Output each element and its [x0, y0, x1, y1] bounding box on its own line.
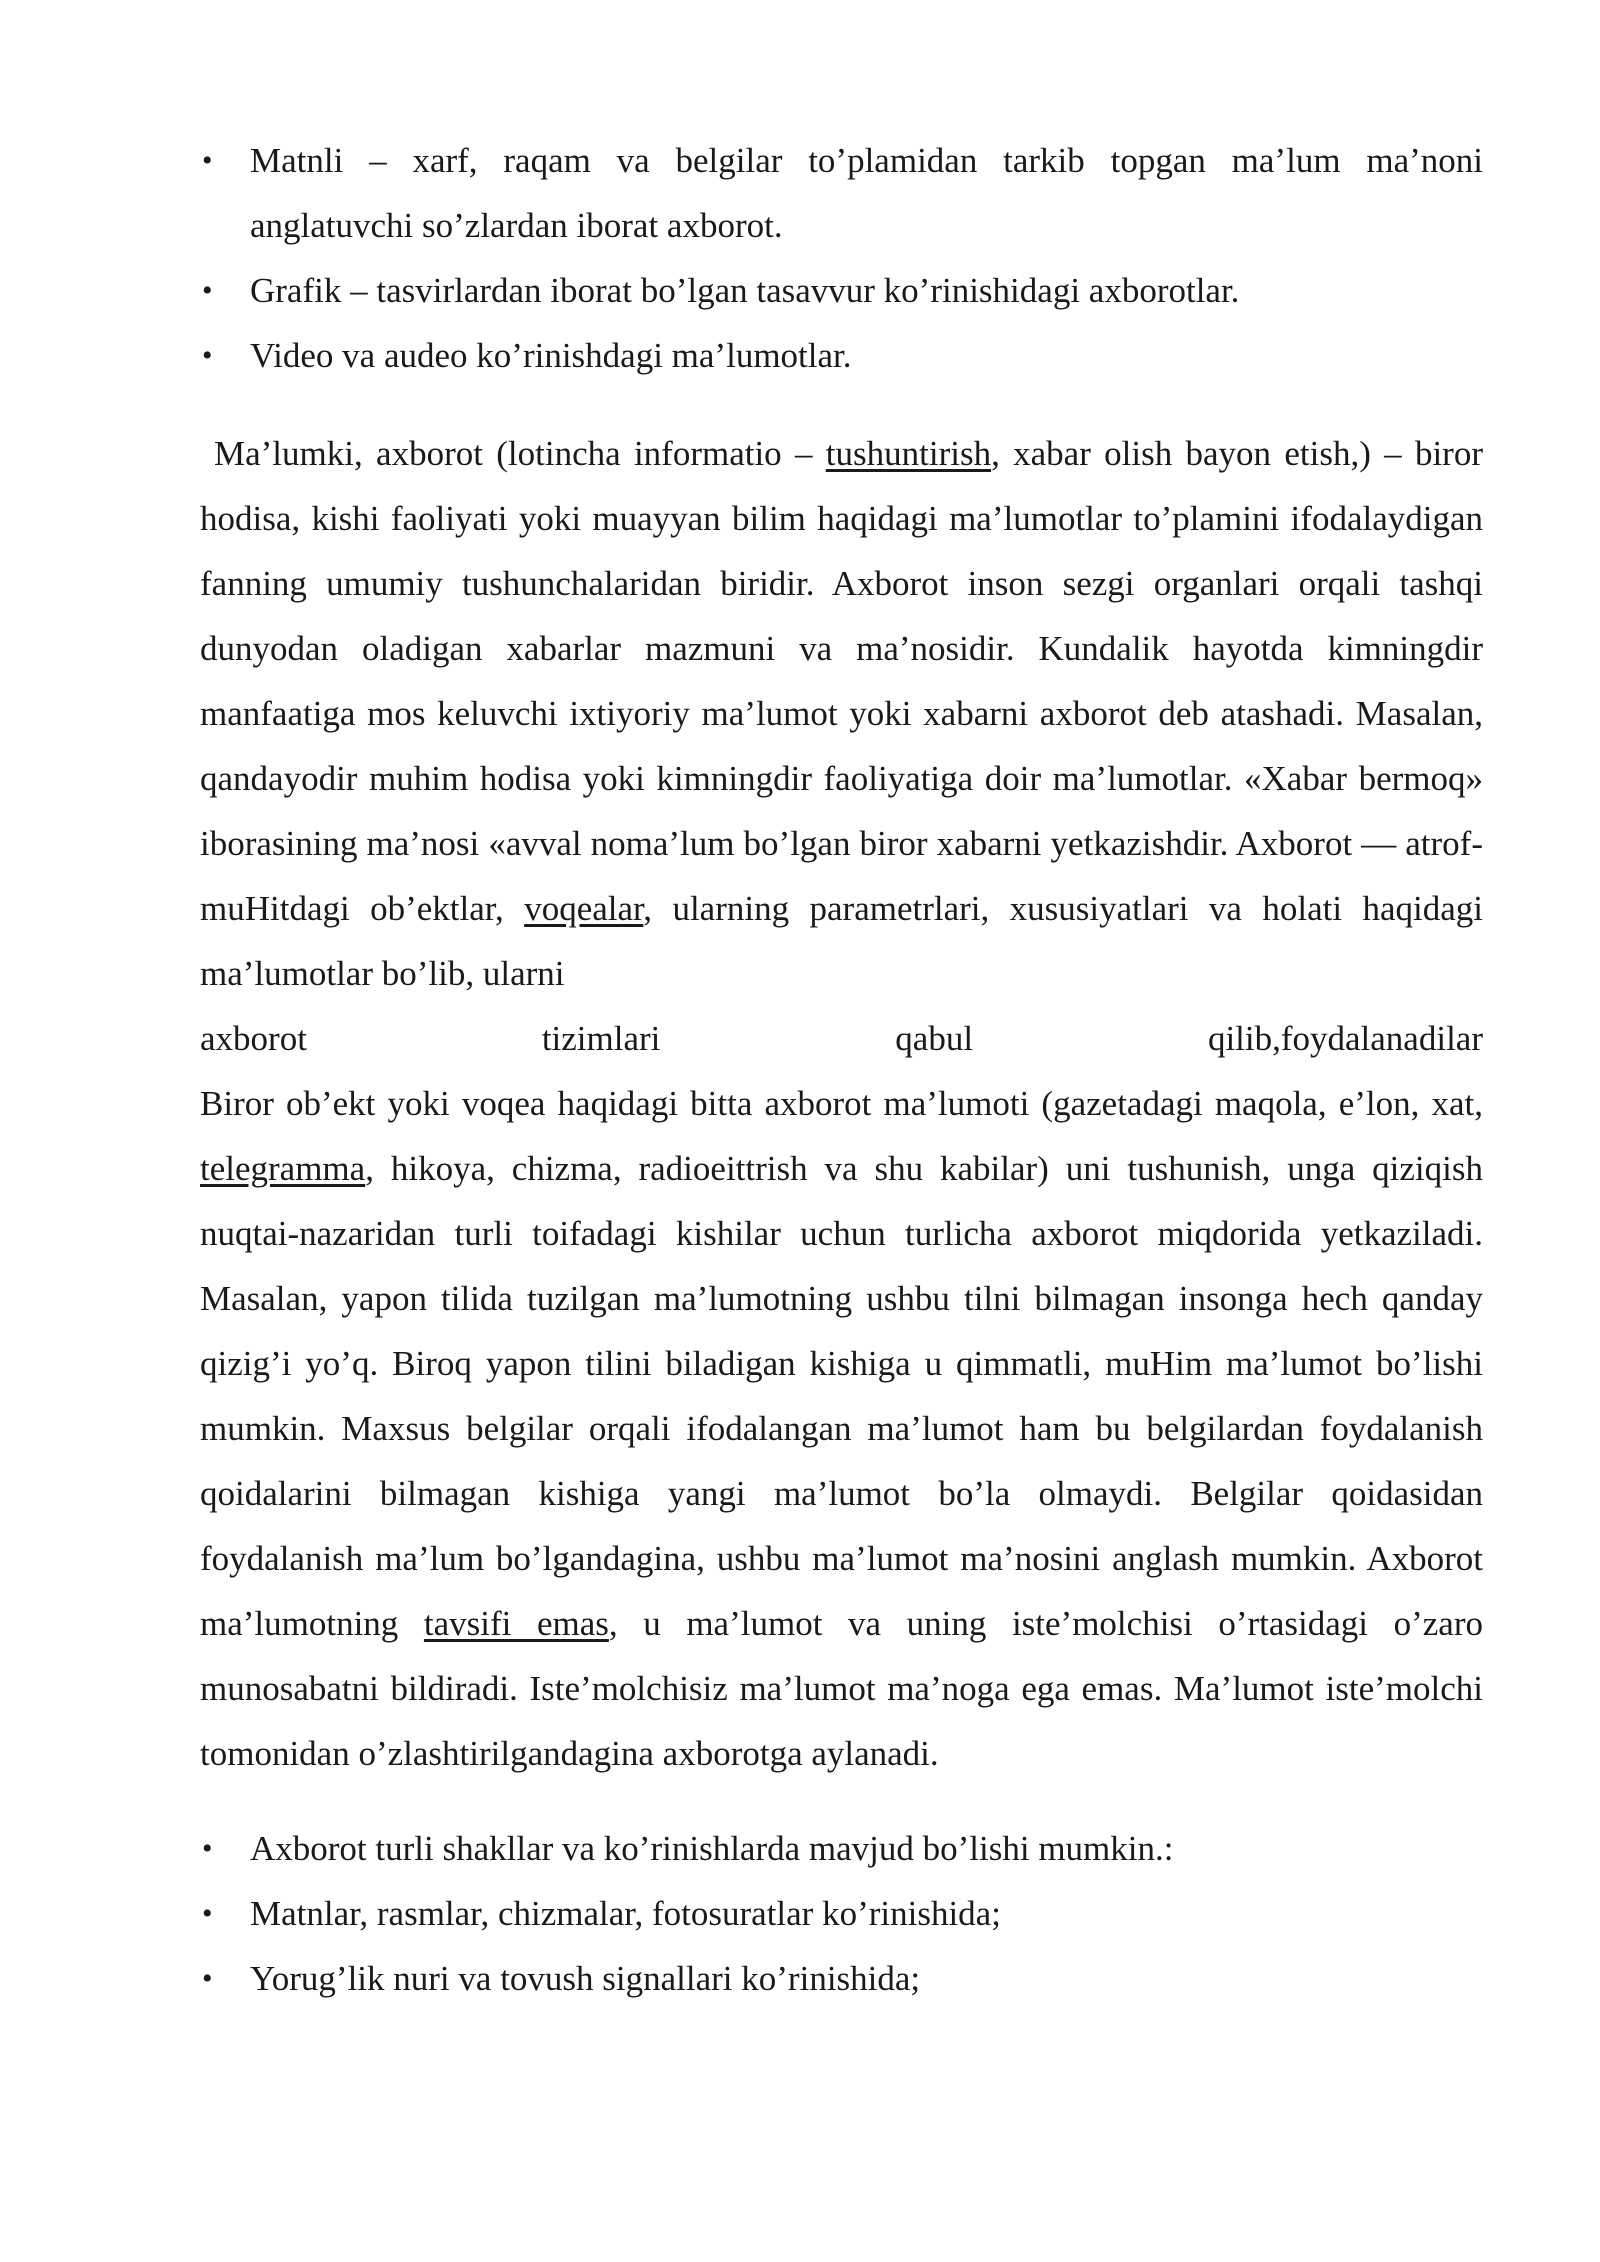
bullet-icon: •	[202, 274, 213, 307]
link-tavsifi-emas[interactable]: tavsifi emas	[423, 1604, 609, 1643]
text-run: Biror ob’ekt yoki voqea haqidagi bitta axborot ma’lumoti (gazetadagi maqola, e’lon, xat,	[200, 1084, 1483, 1123]
text-run: , ularning parametrlari, xususiyatlari va holati haqidagi ma’lumotlar bo’lib, ularni	[200, 889, 1483, 993]
paragraph-part-2	[200, 1071, 1483, 1786]
link-tushuntirish[interactable]: tushuntirish	[825, 434, 992, 473]
spread-line	[200, 1006, 1483, 1071]
bullet-icon: •	[202, 1832, 213, 1865]
list-item	[200, 1946, 1483, 2011]
paragraph-part-1	[200, 421, 1483, 1006]
list-item-text: Matnlar, rasmlar, chizmalar, fotosuratlar ko’rinishida;	[250, 1894, 1001, 1933]
list-item	[200, 1816, 1483, 1881]
spread-word: axborot	[200, 1019, 307, 1058]
document-page	[200, 128, 1483, 2011]
bullet-icon: •	[202, 339, 213, 372]
list-item-text: Axborot turli shakllar va ko’rinishlarda mavjud bo’lishi mumkin.:	[250, 1829, 1174, 1868]
bullet-icon: •	[202, 1962, 213, 1995]
spread-word: qilib,foydalanadilar	[1207, 1019, 1483, 1058]
spread-word: tizimlari	[541, 1019, 661, 1058]
list-item	[200, 323, 1483, 388]
bullet-icon: •	[202, 144, 213, 177]
list-item-text: Grafik – tasvirlardan iborat bo’lgan tasavvur ko’rinishidagi axborotlar.	[250, 271, 1240, 310]
spread-word: qabul	[895, 1019, 974, 1058]
link-voqealar[interactable]: voqealar	[524, 889, 644, 928]
info-types-list	[200, 128, 1483, 388]
list-item	[200, 1881, 1483, 1946]
body-paragraph	[200, 421, 1483, 1786]
list-item	[200, 128, 1483, 258]
list-item-text: Matnli – xarf, raqam va belgilar to’plamidan tarkib topgan ma’lum ma’noni anglatuvchi so’zlardan iborat axborot.	[250, 141, 1483, 245]
list-item-text: Video va audeo ko’rinishdagi ma’lumotlar.	[250, 336, 852, 375]
list-item	[200, 258, 1483, 323]
text-run: , hikoya, chizma, radioeittrish va shu kabilar) uni tushunish, unga qiziqish nuqtai-nazaridan turli toifadagi kishilar uchun turlicha axborot miqdorida yetkaziladi. Masalan, yapon tilida tuzilgan ma’lumotning ushbu tilni bilmagan insonga hech qanday qizig’i yo’q. Biroq yapon tilini biladigan kishiga u qimmatli, muHim ma’lumot bo’lishi mumkin. Maxsus belgilar orqali ifodalangan ma’lumot ham bu belgilardan foydalanish qoidalarini bilmagan kishiga yangi ma’lumot bo’la olmaydi. Belgilar qoidasidan foydalanish ma’lum bo’lgandagina, ushbu ma’lumot ma’nosini anglash mumkin. Axborot ma’lumotning	[200, 1149, 1483, 1643]
list-item-text: Yorug’lik nuri va tovush signallari ko’rinishida;	[250, 1959, 921, 1998]
text-run: , xabar olish bayon etish,) – biror hodisa, kishi faoliyati yoki muayyan bilim haqidagi ma’lumotlar to’plamini ifodalaydigan fanning umumiy tushunchalaridan biridir. Axborot inson sezgi organlari orqali tashqi dunyodan oladigan xabarlar mazmuni va ma’nosidir. Kundalik hayotda kimningdir manfaatiga mos keluvchi ixtiyoriy ma’lumot yoki xabarni axborot deb atashadi. Masalan, qandayodir muhim hodisa yoki kimningdir faoliyatiga doir ma’lumotlar. «Xabar bermoq» iborasining ma’nosi «avval noma’lum bo’lgan biror xabarni yetkazishdir. Axborot — atrof-muHitdagi ob’ektlar,	[200, 434, 1483, 928]
info-forms-list	[200, 1816, 1483, 2011]
link-telegramma[interactable]: telegramma	[200, 1149, 366, 1188]
bullet-icon: •	[202, 1897, 213, 1930]
text-run: Ma’lumki, axborot (lotincha informatio –	[214, 434, 826, 473]
text-run: , u ma’lumot va uning iste’molchisi o’rtasidagi o’zaro munosabatni bildiradi. Iste’molchisiz ma’lumot ma’noga ega emas. Ma’lumot iste’molchi tomonidan o’zlashtirilgandagina axborotga aylanadi.	[200, 1604, 1483, 1773]
